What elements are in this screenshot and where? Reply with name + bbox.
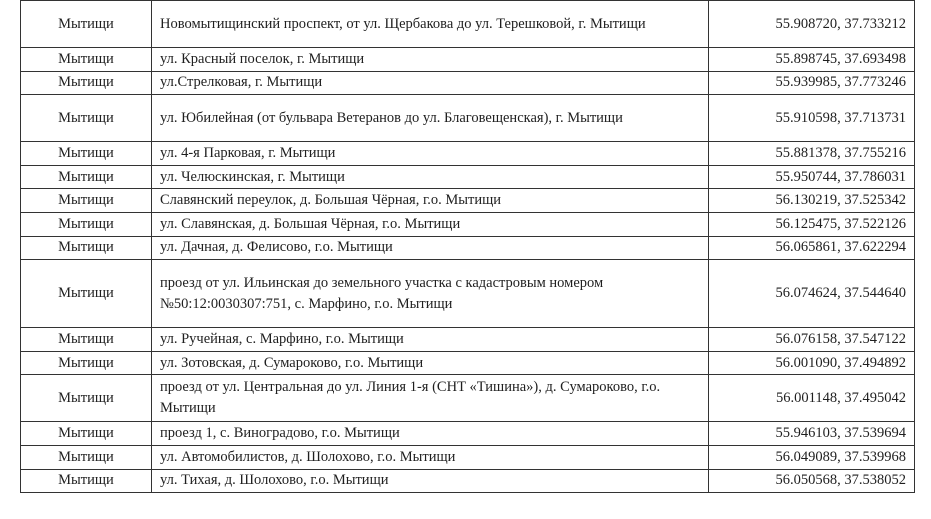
- address-cell: проезд от ул. Центральная до ул. Линия 1-я (СНТ «Тишина»), д. Сумароково, г.о. Мытищи: [152, 375, 709, 422]
- city-cell: Мытищи: [21, 165, 152, 189]
- table-row: [21, 328, 915, 352]
- coordinates-cell: 56.050568, 37.538052: [709, 469, 915, 493]
- coordinates-cell: 56.001148, 37.495042: [709, 375, 915, 422]
- address-cell: Славянский переулок, д. Большая Чёрная, г.о. Мытищи: [152, 189, 709, 213]
- coordinates-cell: 56.076158, 37.547122: [709, 328, 915, 352]
- coordinates-cell: 55.910598, 37.713731: [709, 95, 915, 142]
- coordinates-cell: 55.898745, 37.693498: [709, 48, 915, 72]
- address-cell: ул. Тихая, д. Шолохово, г.о. Мытищи: [152, 469, 709, 493]
- city-cell: Мытищи: [21, 189, 152, 213]
- table-row: [21, 351, 915, 375]
- coordinates-cell: 55.950744, 37.786031: [709, 165, 915, 189]
- table-row: [21, 1, 915, 48]
- coordinates-cell: 56.001090, 37.494892: [709, 351, 915, 375]
- coordinates-cell: 55.908720, 37.733212: [709, 1, 915, 48]
- address-cell: ул. Дачная, д. Фелисово, г.о. Мытищи: [152, 236, 709, 260]
- city-cell: Мытищи: [21, 48, 152, 72]
- address-cell: ул.Стрелковая, г. Мытищи: [152, 71, 709, 95]
- address-cell: ул. Ручейная, с. Марфино, г.о. Мытищи: [152, 328, 709, 352]
- table-row: [21, 422, 915, 446]
- city-cell: Мытищи: [21, 95, 152, 142]
- coordinates-cell: 55.939985, 37.773246: [709, 71, 915, 95]
- coordinates-cell: 55.946103, 37.539694: [709, 422, 915, 446]
- coordinates-cell: 56.049089, 37.539968: [709, 445, 915, 469]
- address-cell: ул. Автомобилистов, д. Шолохово, г.о. Мытищи: [152, 445, 709, 469]
- city-cell: Мытищи: [21, 375, 152, 422]
- city-cell: Мытищи: [21, 260, 152, 328]
- table-row: [21, 375, 915, 422]
- table-row: [21, 445, 915, 469]
- city-cell: Мытищи: [21, 71, 152, 95]
- table-row: [21, 71, 915, 95]
- city-cell: Мытищи: [21, 422, 152, 446]
- table-row: [21, 189, 915, 213]
- coordinates-cell: 56.065861, 37.622294: [709, 236, 915, 260]
- table-row: [21, 48, 915, 72]
- table-row: [21, 260, 915, 328]
- city-cell: Мытищи: [21, 328, 152, 352]
- address-cell: ул. Челюскинская, г. Мытищи: [152, 165, 709, 189]
- city-cell: Мытищи: [21, 212, 152, 236]
- table-row: [21, 469, 915, 493]
- coordinates-cell: 56.130219, 37.525342: [709, 189, 915, 213]
- coordinates-cell: 56.125475, 37.522126: [709, 212, 915, 236]
- city-cell: Мытищи: [21, 351, 152, 375]
- city-cell: Мытищи: [21, 236, 152, 260]
- city-cell: Мытищи: [21, 445, 152, 469]
- table-row: [21, 165, 915, 189]
- table-row: [21, 236, 915, 260]
- address-cell: ул. Зотовская, д. Сумароково, г.о. Мытищи: [152, 351, 709, 375]
- address-cell: ул. Красный поселок, г. Мытищи: [152, 48, 709, 72]
- coordinates-cell: 55.881378, 37.755216: [709, 142, 915, 166]
- city-cell: Мытищи: [21, 469, 152, 493]
- city-cell: Мытищи: [21, 1, 152, 48]
- address-cell: Новомытищинский проспект, от ул. Щербакова до ул. Терешковой, г. Мытищи: [152, 1, 709, 48]
- address-cell: проезд от ул. Ильинская до земельного участка с кадастровым номером №50:12:0030307:751, с. Марфино, г.о. Мытищи: [152, 260, 709, 328]
- table-row: [21, 212, 915, 236]
- roads-table: [20, 0, 915, 493]
- city-cell: Мытищи: [21, 142, 152, 166]
- table-row: [21, 95, 915, 142]
- coordinates-cell: 56.074624, 37.544640: [709, 260, 915, 328]
- table-row: [21, 142, 915, 166]
- address-cell: ул. Юбилейная (от бульвара Ветеранов до ул. Благовещенская), г. Мытищи: [152, 95, 709, 142]
- address-cell: ул. Славянская, д. Большая Чёрная, г.о. Мытищи: [152, 212, 709, 236]
- address-cell: ул. 4-я Парковая, г. Мытищи: [152, 142, 709, 166]
- address-cell: проезд 1, с. Виноградово, г.о. Мытищи: [152, 422, 709, 446]
